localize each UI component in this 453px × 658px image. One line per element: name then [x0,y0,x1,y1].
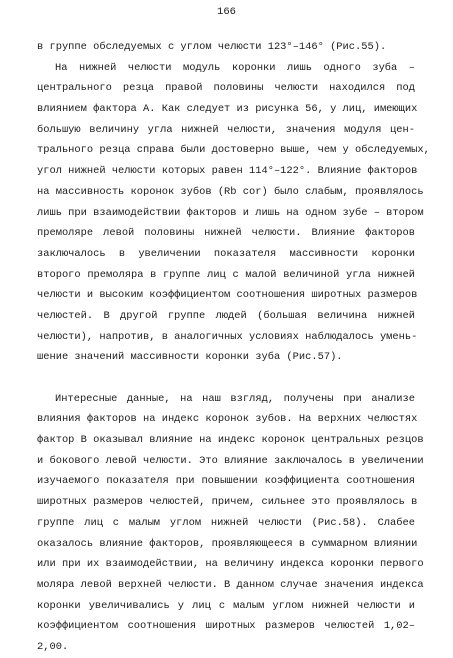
text-line: заключалось в увеличении показателя массивности коронки [37,247,415,260]
text-line: коронки увеличивались у лиц с малым углом нижней челюсти и [37,599,415,612]
text-line: влиянием фактора А. Как следует из рисунка 56, у лиц, имеющих [37,103,418,116]
text-line: трального резца справа были достоверно выше, чем у обследуемых, [37,144,430,157]
text-line: моляра левой верхней челюсти. В данном случае значения индекса [37,578,424,591]
text-line: широтных размеров челюстей, причем, сильнее это проявлялось в [37,496,418,509]
text-line: Интересные данные, на наш взгляд, получены при анализе [55,392,415,405]
paragraph-gap [37,368,415,389]
text-line: и бокового левой челюсти. Это влияние заключалось в увеличении [37,454,424,467]
text-line: группе лиц с малым углом нижней челюсти (Рис.58). Слабее [37,516,415,529]
document-body [37,37,430,658]
text-line: центрального резца правой половины челюсти находился под [37,82,415,95]
text-line: на массивность коронок зубов (Rb cor) было слабым, проявлялось [37,185,424,198]
text-line: или при их взаимодействии, на величину индекса коронки первого [37,558,424,571]
text-line: угол нижней челюсти которых равен 114°–122°. Влияние факторов [37,165,418,178]
text-line: лишь при взаимодействии факторов и лишь на одном зубе – втором [37,206,424,219]
text-line: большую величину угла нижней челюсти, значения модуля цен- [37,123,415,136]
text-line: второго премоляра в группе лиц с малой величиной угла нижней [37,268,415,281]
text-line: фактор В оказывал влияние на индекс коронок центральных резцов [37,434,424,447]
text-line: шение значений массивности коронки зуба (Рис.57). [37,351,343,364]
text-line: премоляре левой половины нижней челюсти. Влияние факторов [37,227,415,240]
text-line: коэффициентом соотношения широтных размеров челюстей 1,02– [37,620,415,633]
text-line: челюстей. В другой группе людей (большая величина нижней [37,309,415,322]
page-number: 166 [217,6,236,18]
text-line: На нижней челюсти модуль коронки лишь одного зуба – [55,61,415,74]
text-line: в группе обследуемых с углом челюсти 123°–146° (Рис.55). [37,41,387,53]
text-line: оказалось влияние факторов, проявляющееся в суммарном влиянии [37,537,418,550]
text-line: челюсти), напротив, в аналогичных условиях наблюдалось умень- [37,330,418,343]
text-line: 2,00. [37,640,69,653]
text-line: челюсти и высоким коэффициентом соотношения широтных размеров [37,289,418,302]
text-line: изучаемого показателя при повышении коэффициента соотношения [37,475,415,488]
text-line: влияния факторов на индекс коронок зубов. На верхних челюстях [37,413,418,426]
